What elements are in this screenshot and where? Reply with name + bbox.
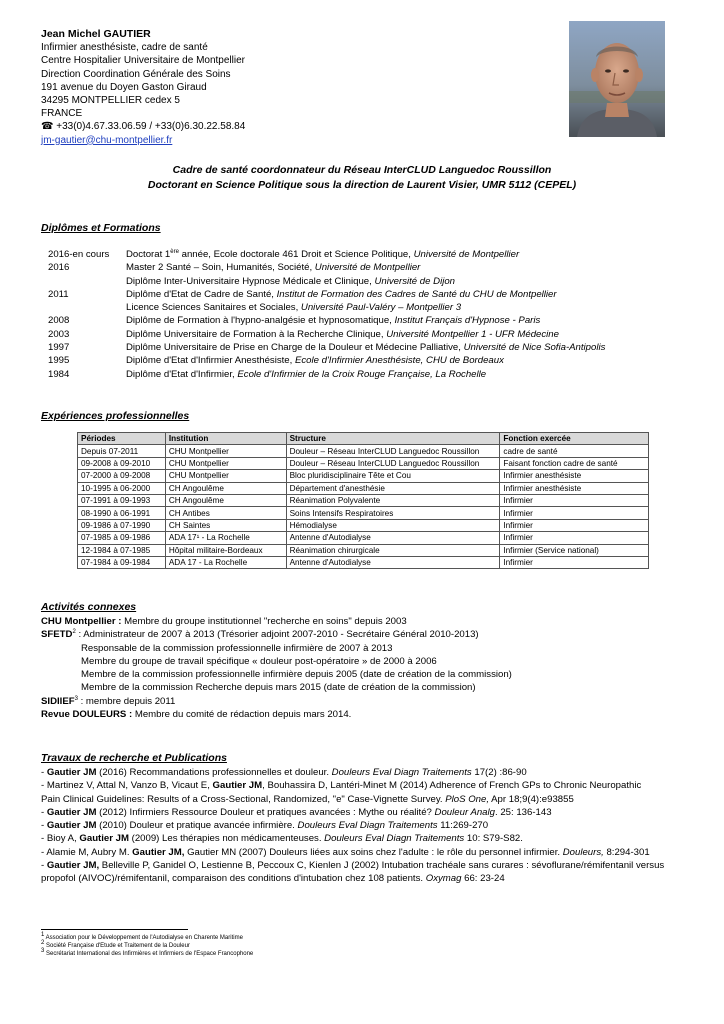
diploma-row [48, 314, 688, 327]
diplomas-list [48, 248, 688, 381]
table-cell: 12-1984 à 07-1985 [78, 544, 166, 556]
contact-block [41, 28, 245, 147]
column-header: Structure [286, 433, 500, 445]
footnote-ref: 2 [72, 629, 76, 636]
table-cell: Infirmier anesthésiste [500, 470, 649, 482]
diploma-label-cont: année, Ecole doctorale 461 Droit et Science Politique, [178, 249, 414, 260]
activity-org: SIDIIEF [41, 695, 75, 707]
pub-text: Pain Clinical Guidelines: Results of a Cross-Sectional, Randomized, "e" Case-Vignette Survey. [41, 793, 446, 805]
email-link[interactable]: jm-gautier@chu-montpellier.fr [41, 134, 173, 146]
diploma-text [126, 275, 455, 288]
diploma-row [48, 341, 688, 354]
table-cell: CH Angoulême [165, 482, 286, 494]
activity-line [41, 695, 512, 708]
pub-author-bold: Gautier JM [79, 833, 129, 845]
diploma-institution: Université Montpellier 1 - UFR Médecine [386, 328, 559, 340]
publication-line [41, 779, 691, 792]
table-cell: CHU Montpellier [165, 445, 286, 457]
table-cell: 09-1986 à 07-1990 [78, 519, 166, 531]
experience-table-body [78, 445, 649, 569]
table-row [78, 507, 649, 519]
doctoral-title: Doctorant en Science Politique sous la direction de Laurent Visier, UMR 5112 (CEPEL) [147, 179, 577, 191]
table-row [78, 494, 649, 506]
table-cell: cadre de santé [500, 445, 649, 457]
footnote [41, 942, 253, 950]
diploma-text [126, 354, 504, 367]
pub-text: - [41, 806, 47, 818]
pub-ref: 17(2) :86-90 [471, 767, 527, 778]
phone-line [41, 120, 245, 133]
table-cell: 08-1990 à 06-1991 [78, 507, 166, 519]
footnote-number: 2 [41, 940, 45, 946]
contact-line: 191 avenue du Doyen Gaston Giraud [41, 81, 207, 93]
table-cell: Hôpital militaire-Bordeaux [165, 544, 286, 556]
author-name: Jean Michel GAUTIER [41, 28, 151, 40]
footnote-number: 1 [41, 932, 45, 938]
diploma-institution: Ecole d'Infirmier de la Croix Rouge Française, La Rochelle [237, 368, 487, 380]
diploma-row [48, 301, 688, 314]
publication-line [41, 872, 691, 885]
table-header-row [78, 433, 649, 445]
pub-author-bold: Gautier JM, [132, 846, 185, 858]
diploma-row [48, 275, 688, 288]
diploma-year: 2011 [48, 288, 69, 300]
pub-journal: PloS One, [445, 793, 489, 805]
footnote [41, 934, 253, 942]
activity-line-indented: Membre de la commission professionnelle infirmière depuis 2005 (date de création de la commission) [81, 669, 512, 681]
table-cell: CHU Montpellier [165, 470, 286, 482]
contact-line: FRANCE [41, 108, 83, 120]
table-cell: Infirmier [500, 519, 649, 531]
activity-line-indented: Responsable de la commission professionnelle infirmière de 2007 à 2013 [81, 642, 393, 654]
table-cell: Réanimation chirurgicale [286, 544, 500, 556]
footnote-text: Société Française d'Etude et Traitement de la Douleur [44, 943, 190, 949]
diploma-label: Diplôme Inter-Universitaire Hypnose Médicale et Clinique, [126, 275, 375, 287]
table-row [78, 544, 649, 556]
pub-journal: Douleurs Eval Diagn Traitements [297, 820, 438, 832]
diploma-institution: Université de Montpellier [314, 262, 421, 274]
publication-line [41, 859, 691, 872]
pub-journal: Douleur Analg [434, 806, 495, 818]
table-cell: Faisant fonction cadre de santé [500, 457, 649, 469]
diploma-label: Diplôme Universitaire de Formation à la Recherche Clinique, [126, 328, 387, 340]
table-cell: Réanimation Polyvalente [286, 494, 500, 506]
pub-ref: 11:269-270 [437, 820, 489, 832]
footnote-text: Secrétariat International des Infirmières et Infirmiers de l'Espace Francophone [44, 951, 254, 957]
pub-text: (2016) Recommandations professionnelles et douleur. [96, 767, 332, 778]
pub-ref: 66: 23-24 [461, 873, 505, 885]
pub-text: Belleville P, Ganidel O, Lestienne B, Peccoux C, Kienlen J (2002) Intubation trachéale sans curares : sévoflurane/rémifentanil versus [99, 860, 665, 872]
section-heading-experiences: Expériences professionnelles [41, 410, 190, 422]
table-cell: Douleur – Réseau InterCLUD Languedoc Roussillon [286, 457, 500, 469]
diploma-institution: Université Paul-Valéry – Montpellier 3 [300, 302, 462, 314]
publication-line [41, 832, 691, 845]
column-header: Institution [165, 433, 286, 445]
footnote-number: 3 [41, 948, 45, 954]
diploma-label: Diplôme d'Etat d'Infirmier Anesthésiste, [126, 355, 295, 367]
position-title: Cadre de santé coordonnateur du Réseau InterCLUD Languedoc Roussillon [172, 164, 552, 176]
footnote-text: Association pour le Développement de l'Autodialyse en Charente Maritime [44, 935, 243, 941]
diploma-institution: Ecole d'Infirmier Anesthésiste, CHU de Bordeaux [294, 355, 504, 367]
diploma-row [48, 261, 688, 274]
table-cell: CHU Montpellier [165, 457, 286, 469]
table-cell: Infirmier [500, 532, 649, 544]
activity-line-indented: Membre de la commission Recherche depuis mars 2015 (date de création de la commission) [81, 682, 476, 694]
diploma-text [126, 301, 461, 314]
table-row [78, 470, 649, 482]
diploma-label: Doctorat 1 [126, 249, 171, 260]
table-cell: 07-1984 à 09-1984 [78, 556, 166, 568]
diploma-label: Master 2 Santé – Soin, Humanités, Société, [126, 262, 315, 274]
pub-text: , Bouhassira D, Lantéri-Minet M (2014) Adherence of French GPs to Chronic Neuropathic [262, 780, 642, 792]
contact-line: Direction Coordination Générale des Soins [41, 68, 231, 80]
publication-line [41, 806, 691, 819]
diploma-institution: Université de Dijon [374, 275, 456, 287]
footnote-ref: 3 [74, 695, 78, 702]
activity-text: Membre du groupe institutionnel "recherche en soins" depuis 2003 [121, 616, 407, 627]
diploma-row [48, 328, 688, 341]
table-cell: Bloc pluridisciplinaire Tête et Cou [286, 470, 500, 482]
diploma-year: 1984 [48, 368, 70, 380]
diploma-institution: Institut Français d'Hypnose - Paris [394, 315, 541, 327]
pub-ref: 8:294-301 [603, 846, 650, 858]
pub-text: (2010) Douleur et pratique avancée infirmière. [96, 820, 298, 832]
section-heading-travaux: Travaux de recherche et Publications [41, 752, 227, 764]
pub-text: - Bioy A, [41, 833, 80, 845]
table-cell: Infirmier (Service national) [500, 544, 649, 556]
portrait-photo [569, 21, 665, 137]
phone-icon: ☎ [41, 121, 54, 133]
table-row [78, 482, 649, 494]
activity-line [41, 615, 512, 628]
table-cell: Infirmier [500, 556, 649, 568]
table-cell: Infirmier anesthésiste [500, 482, 649, 494]
pub-text: propofol (AIVOC)/rémifentanil, comparaison des conditions d'intubation chez 108 patients. [41, 873, 426, 885]
pub-journal: Douleurs Eval Diagn Traitements [324, 833, 465, 845]
table-cell: Infirmier [500, 494, 649, 506]
table-cell: ADA 17 - La Rochelle [165, 556, 286, 568]
diploma-institution: Université de Montpellier [413, 249, 520, 260]
section-heading-activites: Activités connexes [41, 601, 137, 613]
pub-journal: Douleurs, [562, 846, 604, 858]
pub-journal: Douleurs Eval Diagn Traitements [331, 767, 472, 778]
pub-text: - Martinez V, Attal N, Vanzo B, Vicaut E, [41, 780, 213, 792]
pub-text: - [41, 820, 47, 832]
table-cell: Hémodialyse [286, 519, 500, 531]
publication-line [41, 793, 691, 806]
table-row [78, 519, 649, 531]
diploma-year: 2008 [48, 315, 70, 327]
table-cell: Département d'anesthésie [286, 482, 500, 494]
table-cell: 07-1985 à 09-1986 [78, 532, 166, 544]
diploma-row [48, 288, 688, 301]
diploma-text [126, 314, 540, 327]
activity-org: Revue DOULEURS : [41, 709, 133, 721]
pub-author-bold: Gautier JM [46, 767, 97, 778]
diploma-label: Diplôme d'Etat d'Infirmier, [126, 368, 238, 380]
pub-text: (2009) Les thérapies non médicamenteuses. [128, 833, 325, 845]
publication-list [41, 766, 691, 886]
pub-text: - [41, 860, 47, 872]
pub-ref: Apr 18;9(4):e93855 [489, 793, 574, 805]
activity-org: CHU Montpellier : [41, 616, 122, 627]
activity-line [41, 628, 512, 641]
table-cell: 07-2000 à 09-2008 [78, 470, 166, 482]
footnote [41, 950, 253, 958]
activity-line [41, 708, 512, 721]
pub-ref: 10: S79-S82. [464, 833, 523, 845]
diploma-row [48, 368, 688, 381]
diploma-row [48, 248, 688, 261]
experience-table-wrap [77, 432, 649, 569]
table-cell: Douleur – Réseau InterCLUD Languedoc Roussillon [286, 445, 500, 457]
publication-line [41, 766, 691, 779]
contact-line: 34295 MONTPELLIER cedex 5 [41, 95, 180, 107]
column-header: Périodes [78, 433, 166, 445]
activity-text: Membre du comité de rédaction depuis mars 2014. [132, 709, 352, 721]
diploma-year: 2003 [48, 328, 70, 340]
diploma-year: 1995 [48, 355, 70, 367]
pub-journal: Oxymag [425, 873, 462, 885]
column-header: Fonction exercée [500, 433, 649, 445]
table-row [78, 457, 649, 469]
diploma-text [126, 248, 519, 261]
table-cell: 09-2008 à 09-2010 [78, 457, 166, 469]
pub-author-bold: Gautier JM [46, 806, 97, 818]
pub-text: - Alamie M, Aubry M. [41, 846, 133, 858]
table-cell: Depuis 07-2011 [78, 445, 166, 457]
table-cell: 10-1995 à 06-2000 [78, 482, 166, 494]
activity-line-indented: Membre du groupe de travail spécifique « douleur post-opératoire » de 2000 à 2006 [81, 655, 437, 667]
pub-text: Gautier MN (2007) Douleurs liées aux soins chez l'adulte : le rôle du personnel infirmier. [184, 846, 563, 858]
table-cell: Infirmier [500, 507, 649, 519]
cv-title [0, 163, 724, 193]
diploma-label: Diplôme d'Etat de Cadre de Santé, [126, 288, 277, 300]
pub-author-bold: Gautier JM [46, 820, 97, 832]
footnote-separator [41, 929, 188, 930]
diploma-text [126, 288, 557, 301]
table-cell: Antenne d'Autodialyse [286, 532, 500, 544]
diploma-text [126, 368, 486, 381]
activity-text: : Administrateur de 2007 à 2013 (Trésorier adjoint 2007-2010 - Secrétaire Général 2010-2013) [75, 629, 479, 641]
activities-block [41, 615, 512, 721]
pub-author-bold: Gautier JM, [46, 860, 100, 872]
contact-line: Infirmier anesthésiste, cadre de santé [41, 42, 208, 54]
diploma-text [126, 328, 559, 341]
table-cell: CH Antibes [165, 507, 286, 519]
table-row [78, 532, 649, 544]
diploma-label: Diplôme Universitaire de Prise en Charge de la Douleur et Médecine Palliative, [126, 342, 464, 354]
diploma-label: Diplôme de Formation à l'hypno-analgésie et hypnosomatique, [126, 315, 395, 327]
diploma-year: 2016 [48, 262, 70, 274]
diploma-label: Licence Sciences Sanitaires et Sociales, [126, 302, 301, 314]
table-cell: CH Saintes [165, 519, 286, 531]
pub-text: - [41, 767, 47, 778]
table-cell: 07-1991 à 09-1993 [78, 494, 166, 506]
diploma-sup: ère [170, 248, 179, 255]
diploma-row [48, 354, 688, 367]
contact-line: Centre Hospitalier Universitaire de Montpellier [41, 55, 245, 67]
diploma-year: 2016-en cours [48, 249, 110, 260]
activity-org: SFETD [41, 629, 73, 641]
table-cell: Antenne d'Autodialyse [286, 556, 500, 568]
experience-table [77, 432, 649, 569]
pub-text: (2012) Infirmiers Ressource Douleur et pratiques avancées : Mythe ou réalité? [96, 806, 435, 818]
footnotes [41, 934, 253, 958]
diploma-institution: Université de Nice Sofia-Antipolis [463, 342, 606, 354]
publication-line [41, 819, 691, 832]
table-row [78, 556, 649, 568]
pub-author-bold: Gautier JM [212, 780, 263, 792]
phone-numbers: +33(0)4.67.33.06.59 / +33(0)6.30.22.58.84 [56, 121, 246, 133]
diploma-year: 1997 [48, 342, 70, 354]
publication-line [41, 846, 691, 859]
diploma-institution: Institut de Formation des Cadres de Santé du CHU de Montpellier [276, 288, 557, 300]
pub-ref: . 25: 136-143 [495, 806, 552, 818]
table-row [78, 445, 649, 457]
table-cell: ADA 17¹ - La Rochelle [165, 532, 286, 544]
section-heading-diplomes: Diplômes et Formations [41, 222, 161, 234]
diploma-text [126, 261, 420, 274]
diploma-text [126, 341, 605, 354]
table-cell: CH Angoulême [165, 494, 286, 506]
activity-text: : membre depuis 2011 [77, 695, 176, 707]
portrait-photo-image [569, 21, 665, 137]
table-cell: Soins Intensifs Respiratoires [286, 507, 500, 519]
